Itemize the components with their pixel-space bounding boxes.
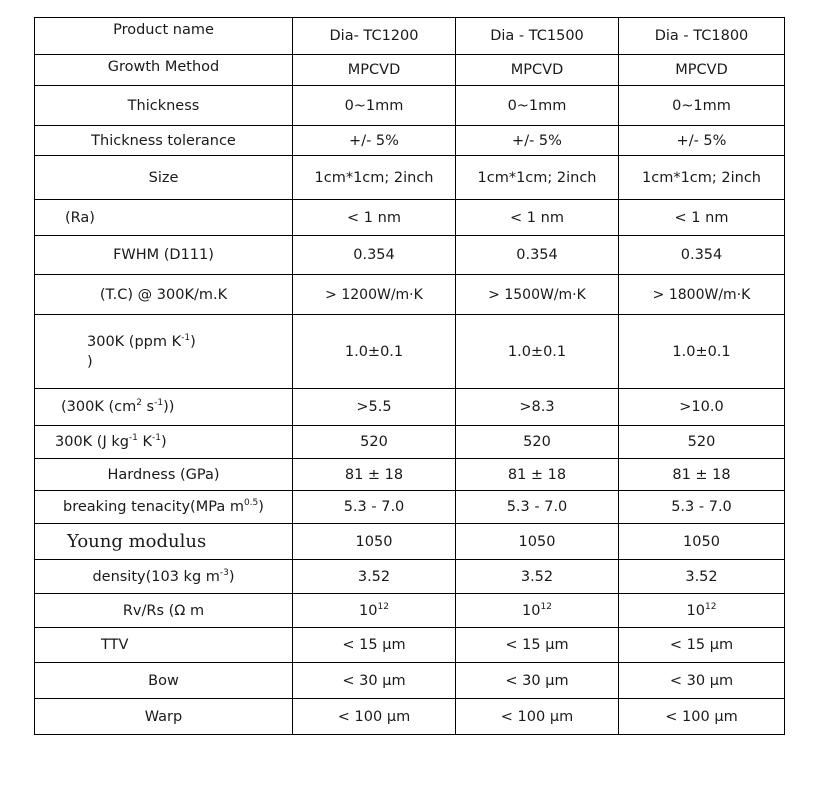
row-value: 0~1mm xyxy=(456,86,619,126)
row-value: 1050 xyxy=(293,524,456,560)
table-row xyxy=(35,315,785,389)
table-row xyxy=(35,628,785,663)
row-label: Warp xyxy=(35,699,293,735)
row-value: 5.3 - 7.0 xyxy=(456,491,619,524)
row-value: < 30 μm xyxy=(456,663,619,699)
product-name-1: Dia- TC1200 xyxy=(293,18,456,55)
row-label: Bow xyxy=(35,663,293,699)
table-row xyxy=(35,524,785,560)
table-row xyxy=(35,389,785,426)
row-value: 81 ± 18 xyxy=(293,459,456,491)
row-value: $10^{12}$ xyxy=(456,594,619,628)
row-value: 81 ± 18 xyxy=(456,459,619,491)
row-label-text: 300K (ppm $K^{-1}$) ) xyxy=(87,332,196,370)
row-value: 0.354 xyxy=(619,236,785,275)
row-value: 1cm*1cm; 2inch xyxy=(456,156,619,200)
row-value: < 100 μm xyxy=(456,699,619,735)
row-value: +/- 5% xyxy=(293,126,456,156)
row-value: 3.52 xyxy=(456,560,619,594)
row-value: MPCVD xyxy=(619,55,785,86)
row-value: $10^{12}$ xyxy=(293,594,456,628)
row-value: < 15 μm xyxy=(456,628,619,663)
row-value: $10^{12}$ xyxy=(619,594,785,628)
table-row xyxy=(35,275,785,315)
row-label: FWHM (D111) xyxy=(35,236,293,275)
row-value: 0.354 xyxy=(456,236,619,275)
row-label: Thickness xyxy=(35,86,293,126)
row-value: > 1500W/m·K xyxy=(456,275,619,315)
row-label: (T.C) @ 300K/m.K xyxy=(35,275,293,315)
row-label: (Ra) xyxy=(35,200,293,236)
row-value: +/- 5% xyxy=(619,126,785,156)
row-label: TTV xyxy=(35,628,293,663)
row-value: +/- 5% xyxy=(456,126,619,156)
product-name-2: Dia - TC1500 xyxy=(456,18,619,55)
header-label: Product name xyxy=(35,18,293,55)
row-label: Young modulus xyxy=(35,524,293,560)
table-row xyxy=(35,663,785,699)
row-label: 300K (J $kg^{-1}$ $K^{-1}$) xyxy=(35,426,293,459)
row-label: Rv/Rs (Ω m xyxy=(35,594,293,628)
row-value: 1cm*1cm; 2inch xyxy=(619,156,785,200)
row-value: 0.354 xyxy=(293,236,456,275)
row-value: 1.0±0.1 xyxy=(293,315,456,389)
row-value: 5.3 - 7.0 xyxy=(619,491,785,524)
row-value: > 1800W/m·K xyxy=(619,275,785,315)
row-value: < 15 μm xyxy=(293,628,456,663)
row-value: 1.0±0.1 xyxy=(619,315,785,389)
table-row xyxy=(35,426,785,459)
row-value: MPCVD xyxy=(456,55,619,86)
row-label: density(103 kg $m^{-3}$) xyxy=(35,560,293,594)
row-value: 5.3 - 7.0 xyxy=(293,491,456,524)
row-value: < 100 μm xyxy=(619,699,785,735)
table-row xyxy=(35,126,785,156)
row-label: Thickness tolerance xyxy=(35,126,293,156)
header-row xyxy=(35,18,785,55)
row-value: 1.0±0.1 xyxy=(456,315,619,389)
row-label: (300K ($cm^2$ $s^{-1}$)) xyxy=(35,389,293,426)
row-value: >8.3 xyxy=(456,389,619,426)
row-value: >10.0 xyxy=(619,389,785,426)
row-value: 520 xyxy=(456,426,619,459)
row-value: 0~1mm xyxy=(293,86,456,126)
row-label: breaking tenacity(MPa $m^{0.5}$) xyxy=(35,491,293,524)
table-row xyxy=(35,86,785,126)
row-value: 81 ± 18 xyxy=(619,459,785,491)
row-value: > 1200W/m·K xyxy=(293,275,456,315)
row-label: Hardness (GPa) xyxy=(35,459,293,491)
row-value: 1050 xyxy=(619,524,785,560)
row-value: < 1 nm xyxy=(293,200,456,236)
row-value: 1050 xyxy=(456,524,619,560)
table-row xyxy=(35,200,785,236)
table-row xyxy=(35,156,785,200)
row-value: MPCVD xyxy=(293,55,456,86)
row-value: 520 xyxy=(293,426,456,459)
row-value: < 30 μm xyxy=(619,663,785,699)
row-value: 3.52 xyxy=(293,560,456,594)
table-row xyxy=(35,594,785,628)
row-label: Size xyxy=(35,156,293,200)
table-row xyxy=(35,55,785,86)
row-value: 0~1mm xyxy=(619,86,785,126)
table-row xyxy=(35,699,785,735)
product-name-3: Dia - TC1800 xyxy=(619,18,785,55)
table-row xyxy=(35,560,785,594)
table-row xyxy=(35,236,785,275)
table-row xyxy=(35,459,785,491)
row-label: Growth Method xyxy=(35,55,293,86)
spec-table xyxy=(34,17,785,735)
row-value: < 100 μm xyxy=(293,699,456,735)
row-value: 520 xyxy=(619,426,785,459)
row-value: 1cm*1cm; 2inch xyxy=(293,156,456,200)
row-value: 3.52 xyxy=(619,560,785,594)
row-value: < 30 μm xyxy=(293,663,456,699)
row-value: < 1 nm xyxy=(619,200,785,236)
row-label xyxy=(35,315,293,389)
row-value: >5.5 xyxy=(293,389,456,426)
row-value: < 15 μm xyxy=(619,628,785,663)
row-value: < 1 nm xyxy=(456,200,619,236)
table-row xyxy=(35,491,785,524)
